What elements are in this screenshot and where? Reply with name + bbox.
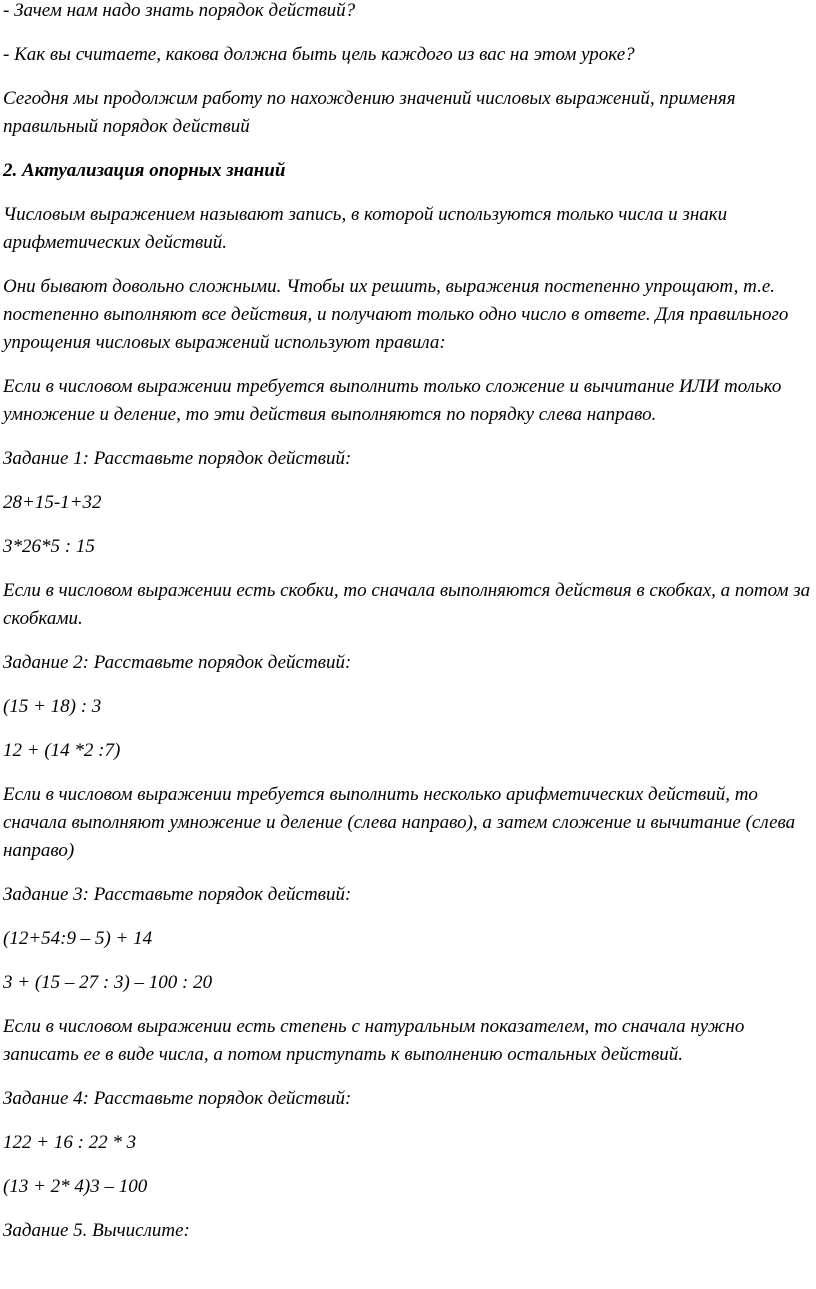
rule-1: Если в числовом выражении требуется выполнить только сложение и вычитание ИЛИ только умножение и деление, то эти действия выполняются по порядку слева направо. bbox=[3, 376, 782, 425]
document-page bbox=[3, 0, 815, 1261]
task-4-title: Задание 4: Расставьте порядок действий: bbox=[3, 1088, 352, 1109]
task-2-title: Задание 2: Расставьте порядок действий: bbox=[3, 652, 352, 673]
rule-2: Если в числовом выражении есть скобки, то сначала выполняются действия в скобках, а потом за скобками. bbox=[3, 580, 811, 629]
definition-paragraph: Числовым выражением называют запись, в которой используются только числа и знаки арифметических действий. bbox=[3, 204, 728, 253]
task-1-title: Задание 1: Расставьте порядок действий: bbox=[3, 448, 352, 469]
section-heading-2: 2. Актуализация опорных знаний bbox=[3, 160, 286, 181]
task-2-expression-b: 12 + (14 *2 :7) bbox=[3, 740, 121, 761]
simplify-paragraph: Они бывают довольно сложными. Чтобы их решить, выражения постепенно упрощают, т.е. постепенно выполняют все действия, и получают только одно число в ответе. Для правильного упрощения числовых выражений используют правила: bbox=[3, 276, 789, 353]
rule-4: Если в числовом выражении есть степень с натуральным показателем, то сначала нужно записать ее в виде числа, а потом приступать к выполнению остальных действий. bbox=[3, 1016, 745, 1065]
task-3-title: Задание 3: Расставьте порядок действий: bbox=[3, 884, 352, 905]
task-2-expression-a: (15 + 18) : 3 bbox=[3, 696, 102, 717]
question-why-order: - Зачем нам надо знать порядок действий? bbox=[3, 0, 356, 21]
question-lesson-goal: - Как вы считаете, какова должна быть цель каждого из вас на этом уроке? bbox=[3, 44, 635, 65]
task-4-expression-a: 122 + 16 : 22 * 3 bbox=[3, 1132, 137, 1153]
task-1-expression-b: 3*26*5 : 15 bbox=[3, 536, 95, 557]
task-3-expression-a: (12+54:9 – 5) + 14 bbox=[3, 928, 153, 949]
task-3-expression-b: 3 + (15 – 27 : 3) – 100 : 20 bbox=[3, 972, 213, 993]
task-1-expression-a: 28+15-1+32 bbox=[3, 492, 102, 513]
rule-3: Если в числовом выражении требуется выполнить несколько арифметических действий, то сначала выполняют умножение и деление (слева направо), а затем сложение и вычитание (слева направо) bbox=[3, 784, 796, 861]
task-4-expression-b: (13 + 2* 4)3 – 100 bbox=[3, 1176, 148, 1197]
lesson-intro: Сегодня мы продолжим работу по нахождению значений числовых выражений, применяя правильный порядок действий bbox=[3, 88, 736, 137]
task-5-title: Задание 5. Вычислите: bbox=[3, 1220, 190, 1241]
